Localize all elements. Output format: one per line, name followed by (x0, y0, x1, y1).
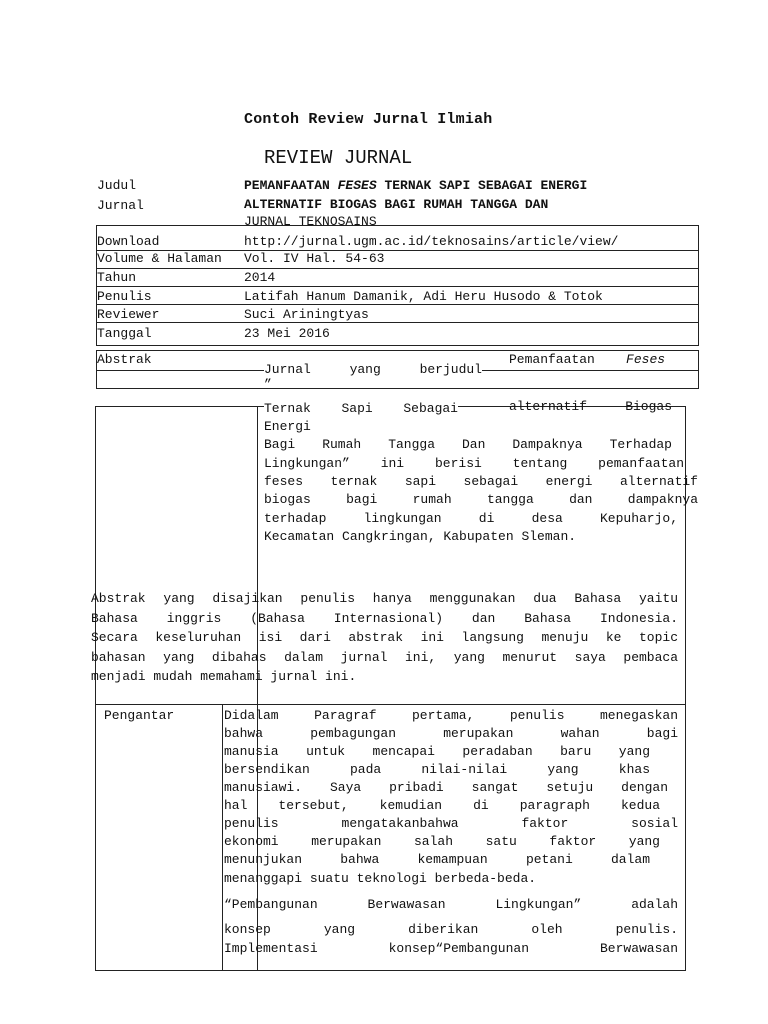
penulis-value: Latifah Hanum Damanik, Adi Heru Husodo & Totok (244, 289, 603, 304)
abstrak-review-last: menjadi mudah memahami jurnal ini. (91, 669, 357, 684)
abstrak-review-line: Bahasa inggris (Bahasa Internasional) dan Bahasa Indonesia. (91, 611, 678, 626)
document-title: Contoh Review Jurnal Ilmiah (244, 111, 493, 128)
pengantar-line: menunjukan bahwa kemampuan petani dalam (224, 852, 650, 867)
jurnal-name-overlap: JURNAL TEKNOSAINS (244, 214, 377, 225)
pengantar-line: hal tersebut, kemudian di paragraph kedua (224, 798, 660, 813)
download-link[interactable]: http://jurnal.ugm.ac.id/teknosains/article/view/ (244, 234, 619, 249)
abstrak-body-line: feses ternak sapi sebagai energi alternatif (264, 474, 698, 489)
abstrak-title-right-2: alternatif Biogas (509, 399, 672, 414)
review-heading: REVIEW JURNAL (264, 147, 413, 169)
abstrak-line-1: Jurnal yang berjudul (264, 362, 482, 377)
content-box-row-divider (95, 704, 686, 705)
pengantar-line: penulis mengatakanbahwa faktor sosial (224, 816, 678, 831)
table-border-right (698, 225, 699, 345)
pengantar-line: Didalam Paragraf pertama, penulis menegaskan (224, 708, 678, 723)
judul-value: PEMANFAATAN FESES TERNAK SAPI SEBAGAI ENERGI (244, 178, 588, 193)
abstrak-body-line: terhadap lingkungan di desa Kepuharjo, (264, 511, 678, 526)
table-border-top (96, 225, 699, 226)
download-label: Download (97, 234, 160, 249)
abstrak-quote-mark: ” (264, 377, 272, 392)
pengantar-line: bahwa pembagungan merupakan wahan bagi (224, 726, 678, 741)
pengantar-inner-divider (222, 704, 223, 970)
table-row-divider (96, 322, 699, 323)
table-row-divider (96, 286, 699, 287)
abstrak-review-line: Secara keseluruhan isi dari abstrak ini langsung menuju ke topic (91, 630, 678, 645)
pengantar-label: Pengantar (104, 708, 175, 723)
pengantar-line: manusia untuk mencapai peradaban baru yang (224, 744, 650, 759)
pengantar-p2-line: “Pembangunan Berwawasan Lingkungan” adalah (224, 897, 678, 912)
jurnal-value: ALTERNATIF BIOGAS BAGI RUMAH TANGGA DAN (244, 197, 549, 212)
table-row-divider (96, 268, 699, 269)
pengantar-p2-line: konsep yang diberikan oleh penulis. (224, 922, 678, 937)
reviewer-label: Reviewer (97, 307, 160, 322)
pengantar-p2-line: Implementasi konsep“Pembangunan Berwawasan (224, 941, 678, 956)
abstrak-review-line: bahasan yang dibahas dalam jurnal ini, yang menurut saya pembaca (91, 650, 678, 665)
reviewer-value: Suci Ariningtyas (244, 307, 369, 322)
abstrak-review-line: Abstrak yang disajikan penulis hanya menggunakan dua Bahasa yaitu (91, 591, 678, 606)
table-border-bottom (96, 345, 699, 346)
content-box-bottom (95, 970, 686, 971)
tahun-label: Tahun (97, 270, 137, 285)
tanggal-label: Tanggal (97, 326, 152, 341)
pengantar-line: bersendikan pada nilai-nilai yang khas (224, 762, 650, 777)
abstrak-body-line: Bagi Rumah Tangga Dan Dampaknya Terhadap (264, 437, 672, 452)
abstrak-body-last: Kecamatan Cangkringan, Kabupaten Sleman. (264, 529, 577, 544)
content-box-left (95, 406, 96, 971)
abstrak-line-2: Ternak Sapi Sebagai (264, 401, 458, 416)
abstrak-energi: Energi (264, 419, 311, 434)
abstrak-title-right-1: Pemanfaatan Feses (509, 352, 666, 367)
tanggal-value: 23 Mei 2016 (244, 326, 330, 341)
penulis-label: Penulis (97, 289, 152, 304)
tahun-value: 2014 (244, 270, 276, 285)
pengantar-line: ekonomi merupakan salah satu faktor yang (224, 834, 660, 849)
abstrak-body-line: biogas bagi rumah tangga dan dampaknya (264, 492, 698, 507)
pengantar-line-last: menanggapi suatu teknologi berbeda-beda. (224, 871, 537, 886)
pengantar-line: manusiawi. Saya pribadi sangat setuju dengan (224, 780, 668, 795)
volume-label: Volume & Halaman (97, 251, 222, 266)
jurnal-label: Jurnal (97, 198, 144, 213)
abstrak-body-line: Lingkungan” ini berisi tentang pemanfaatan (264, 456, 684, 471)
abstrak-label: Abstrak (97, 352, 152, 367)
judul-label: Judul (97, 178, 137, 193)
abstrak-border-bottom (96, 388, 699, 389)
volume-value: Vol. IV Hal. 54-63 (244, 251, 385, 266)
abstrak-border-right (698, 350, 699, 388)
